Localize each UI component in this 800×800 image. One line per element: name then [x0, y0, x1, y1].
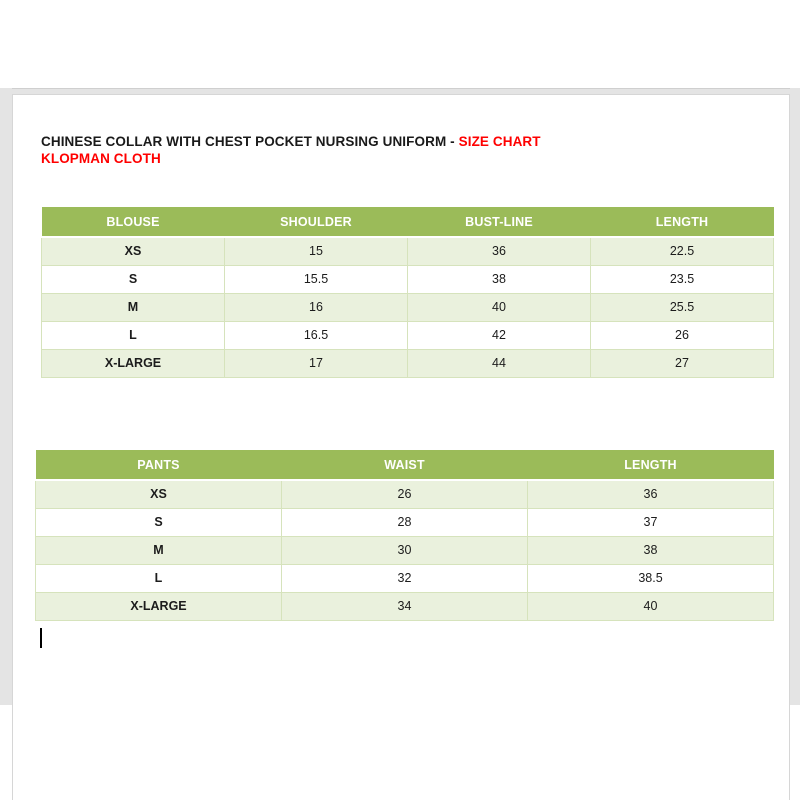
blouse-size-cell: S: [42, 265, 225, 293]
pants-value-cell: 30: [282, 536, 528, 564]
blouse-size-cell: M: [42, 293, 225, 321]
blouse-header-row: [42, 207, 774, 237]
pants-value-cell: 37: [528, 508, 774, 536]
blouse-value-cell: 16: [225, 293, 408, 321]
blouse-table-row: [42, 265, 774, 293]
pants-value-cell: 26: [282, 480, 528, 508]
blouse-table-row: [42, 237, 774, 265]
blouse-table-row: [42, 293, 774, 321]
pants-column-header: WAIST: [282, 450, 528, 480]
blouse-value-cell: 26: [591, 321, 774, 349]
blouse-value-cell: 40: [408, 293, 591, 321]
blouse-value-cell: 42: [408, 321, 591, 349]
pants-value-cell: 38: [528, 536, 774, 564]
pants-size-cell: S: [36, 508, 282, 536]
subtitle-text: KLOPMAN CLOTH: [41, 151, 161, 166]
pants-table-row: [36, 480, 774, 508]
pants-size-cell: M: [36, 536, 282, 564]
pants-value-cell: 28: [282, 508, 528, 536]
pants-header-row: [36, 450, 774, 480]
blouse-size-cell: X-LARGE: [42, 349, 225, 377]
pants-table-row: [36, 564, 774, 592]
pants-column-header: LENGTH: [528, 450, 774, 480]
blouse-value-cell: 23.5: [591, 265, 774, 293]
document-title: [41, 133, 541, 167]
blouse-column-header: BLOUSE: [42, 207, 225, 237]
blouse-size-table: [41, 207, 774, 378]
pants-size-table: [35, 450, 774, 621]
blouse-size-cell: XS: [42, 237, 225, 265]
blouse-table-row: [42, 321, 774, 349]
blouse-value-cell: 16.5: [225, 321, 408, 349]
blouse-value-cell: 15.5: [225, 265, 408, 293]
pants-size-cell: X-LARGE: [36, 592, 282, 620]
blouse-value-cell: 36: [408, 237, 591, 265]
blouse-value-cell: 38: [408, 265, 591, 293]
text-cursor: [40, 628, 42, 648]
blouse-column-header: LENGTH: [591, 207, 774, 237]
blouse-column-header: SHOULDER: [225, 207, 408, 237]
blouse-table-row: [42, 349, 774, 377]
pants-size-cell: XS: [36, 480, 282, 508]
title-text-black: CHINESE COLLAR WITH CHEST POCKET NURSING UNIFORM -: [41, 134, 459, 149]
pants-table-row: [36, 592, 774, 620]
pants-value-cell: 34: [282, 592, 528, 620]
blouse-value-cell: 27: [591, 349, 774, 377]
blouse-value-cell: 17: [225, 349, 408, 377]
pants-value-cell: 40: [528, 592, 774, 620]
pants-size-cell: L: [36, 564, 282, 592]
blouse-size-cell: L: [42, 321, 225, 349]
document-page[interactable]: [12, 94, 790, 800]
title-text-red: SIZE CHART: [458, 134, 541, 149]
pants-value-cell: 32: [282, 564, 528, 592]
pants-column-header: PANTS: [36, 450, 282, 480]
blouse-value-cell: 25.5: [591, 293, 774, 321]
blouse-value-cell: 44: [408, 349, 591, 377]
app-background-left: [0, 88, 12, 705]
title-line: [41, 133, 541, 150]
pants-table-row: [36, 508, 774, 536]
blouse-value-cell: 22.5: [591, 237, 774, 265]
pants-table-row: [36, 536, 774, 564]
pants-value-cell: 38.5: [528, 564, 774, 592]
blouse-column-header: BUST-LINE: [408, 207, 591, 237]
blouse-value-cell: 15: [225, 237, 408, 265]
app-background-right: [790, 88, 800, 705]
pants-value-cell: 36: [528, 480, 774, 508]
